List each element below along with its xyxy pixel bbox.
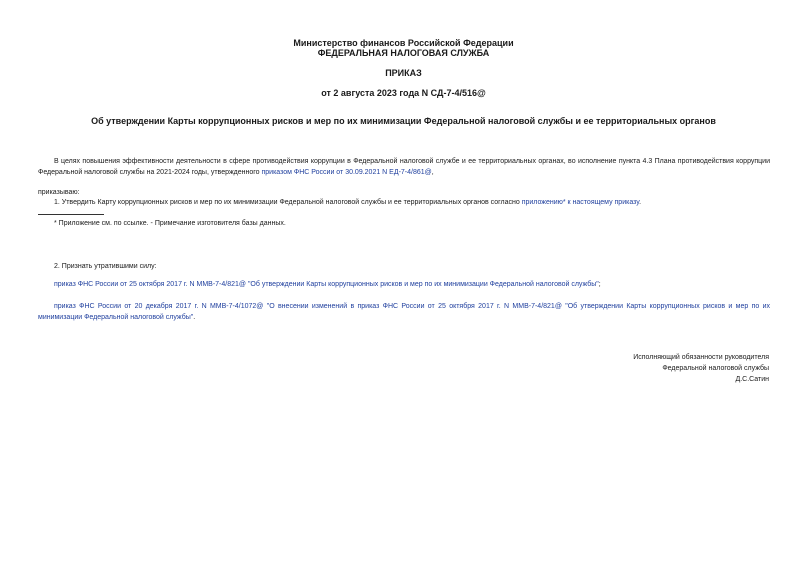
item-2: 2. Признать утратившими силу: <box>54 263 157 270</box>
preamble-paragraph <box>38 156 770 178</box>
appendix-link[interactable]: приложению* к настоящему приказу <box>521 199 640 206</box>
repealed-item-2 <box>38 301 770 323</box>
service-name: ФЕДЕРАЛЬНАЯ НАЛОГОВАЯ СЛУЖБА <box>317 48 490 58</box>
preamble-text: В целях повышения эффективности деятельности в сфере противодействия коррупции в Федеральной налоговой службе и ее территориальных органах, во исполнение пункта 4.3 Плана противодействия коррупции Федеральной налоговой службы на 2021-2024 годы, утвержденного <box>38 158 770 176</box>
item-1 <box>54 197 641 208</box>
preamble-link[interactable]: приказом ФНС России от 30.09.2021 N ЕД-7-4/861@ <box>261 169 432 176</box>
doc-type: ПРИКАЗ <box>385 68 422 78</box>
order-word: приказываю: <box>38 189 80 196</box>
doc-date: от 2 августа 2023 года N СД-7-4/516@ <box>321 88 486 98</box>
repealed-item-1 <box>54 279 601 290</box>
repealed-link-2[interactable]: приказ ФНС России от 20 декабря 2017 г. N ММВ-7-4/1072@ "О внесении изменений в приказ ФНС России от 25 октября 2017 г. N ММВ-7-4/821@ "Об утверждении Карты коррупционных рисков и мер по их минимизации Федеральной налоговой службы" <box>38 303 770 321</box>
repealed-tail-2: . <box>193 314 196 321</box>
signature-org: Федеральной налоговой службы <box>662 365 769 372</box>
signature-position: Исполняющий обязанности руководителя <box>633 354 769 361</box>
item-1-text: 1. Утвердить Карту коррупционных рисков и мер по их минимизации Федеральной налоговой службы и ее территориальных органов согласно <box>54 199 522 206</box>
signature-block <box>633 352 769 385</box>
ministry-name: Министерство финансов Российской Федерации <box>293 38 514 48</box>
repealed-tail-1: ; <box>598 281 601 288</box>
repealed-link-1[interactable]: приказ ФНС России от 25 октября 2017 г. N ММВ-7-4/821@ "Об утверждении Карты коррупционных рисков и мер по их минимизации Федеральной налоговой службы" <box>54 281 599 288</box>
preamble-tail: , <box>431 169 434 176</box>
footnote: * Приложение см. по ссылке. - Примечание изготовителя базы данных. <box>54 220 286 227</box>
signature-name: Д.С.Сатин <box>735 376 769 383</box>
item-1-tail: . <box>639 199 642 206</box>
footnote-divider <box>38 214 104 215</box>
doc-title: Об утверждении Карты коррупционных рисков и мер по их минимизации Федеральной налоговой службы и ее территориальных органов <box>91 116 716 126</box>
